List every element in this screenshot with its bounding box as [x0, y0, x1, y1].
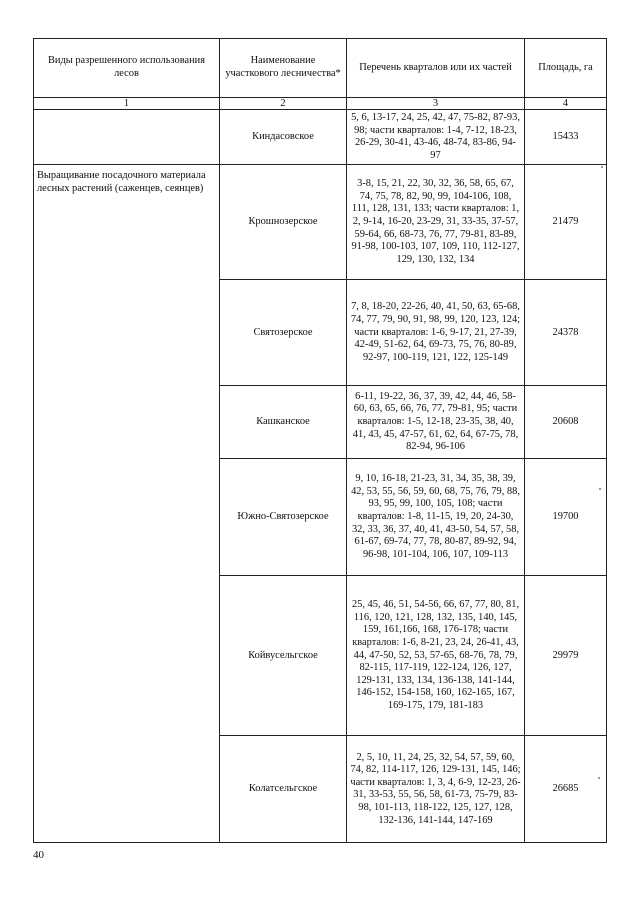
use-type-cell: Выращивание посадочного материала лесных растений (саженцев, сеянцев): [34, 165, 220, 843]
column-number: 4: [525, 98, 607, 110]
quarters-list: 5, 6, 13-17, 24, 25, 42, 47, 75-82, 87-93, 98; части кварталов: 1-4, 7-12, 18-23, 26-29, 30-41, 43-46, 48-74, 83-86, 94-97: [347, 110, 525, 165]
page-number: 40: [33, 849, 44, 861]
quarters-list: 6-11, 19-22, 36, 37, 39, 42, 44, 46, 58-60, 63, 65, 66, 76, 77, 79-81, 95; части кварталов: 1-5, 12-18, 23-35, 38, 40, 41, 43, 45, 47-57, 61, 62, 64, 67-75, 78, 82-94, 96-106: [347, 386, 525, 459]
area-value: 21479: [525, 165, 607, 280]
table-row: [34, 165, 607, 280]
header-forestry-name: Наименование участкового лесничества*: [220, 39, 347, 98]
column-number: 3: [347, 98, 525, 110]
forestry-name: Киндасовское: [220, 110, 347, 165]
forest-use-table: [33, 38, 607, 843]
scan-speck: [598, 777, 600, 779]
area-value: 20608: [525, 386, 607, 459]
forestry-name: Койвусельгское: [220, 576, 347, 736]
quarters-list: 9, 10, 16-18, 21-23, 31, 34, 35, 38, 39, 42, 53, 55, 56, 59, 60, 68, 75, 76, 79, 88, 93, 95, 99, 100, 105, 108; части кварталов: 1-8, 11-15, 19, 20, 24-30, 32, 33, 36, 37, 40, 41, 43-50, 54, 57, 58, 61-67, 69-74, 77, 78, 80-87, 89-92, 94, 96-98, 101-104, 106, 107, 109-113: [347, 459, 525, 576]
forestry-name: Святозерское: [220, 280, 347, 386]
column-number: 2: [220, 98, 347, 110]
quarters-list: 2, 5, 10, 11, 24, 25, 32, 54, 57, 59, 60, 74, 82, 114-117, 126, 129-131, 145, 146; части кварталов: 1, 3, 4, 6-9, 12-23, 26-31, 33-53, 55, 56, 58, 61-73, 75-79, 83-98, 101-113, 118-122, 125, 127, 128, 132-136, 141-144, 147-169: [347, 736, 525, 843]
forestry-name: Южно-Святозерское: [220, 459, 347, 576]
area-value: 15433: [525, 110, 607, 165]
area-value: 29979: [525, 576, 607, 736]
scan-speck: [601, 166, 603, 168]
scan-speck: [599, 488, 601, 490]
table-row: [34, 110, 607, 165]
header-area: Площадь, га: [525, 39, 607, 98]
area-value: 24378: [525, 280, 607, 386]
area-value: 26685: [525, 736, 607, 843]
quarters-list: 7, 8, 18-20, 22-26, 40, 41, 50, 63, 65-68, 74, 77, 79, 90, 91, 98, 99, 120, 123, 124; части кварталов: 1-6, 9-17, 21, 27-39, 42-49, 51-62, 64, 69-73, 75, 76, 80-89, 92-97, 100-119, 121, 122, 125-149: [347, 280, 525, 386]
forestry-name: Крошнозерское: [220, 165, 347, 280]
header-quarters-list: Перечень кварталов или их частей: [347, 39, 525, 98]
quarters-list: 3-8, 15, 21, 22, 30, 32, 36, 58, 65, 67, 74, 75, 78, 82, 90, 99, 104-106, 108, 111, 128, 131, 133; части кварталов: 1, 2, 9-14, 16-20, 23-29, 31, 33-35, 37-57, 59-64, 66, 68-73, 76, 77, 79-81, 83-89, 91-98, 100-103, 107, 109, 110, 112-127, 129, 130, 132, 134: [347, 165, 525, 280]
column-number: 1: [34, 98, 220, 110]
header-use-type: Виды разрешенного использования лесов: [34, 39, 220, 98]
forestry-name: Колатсельгское: [220, 736, 347, 843]
area-value: 19700: [525, 459, 607, 576]
header-row: [34, 39, 607, 98]
column-number-row: [34, 98, 607, 110]
quarters-list: 25, 45, 46, 51, 54-56, 66, 67, 77, 80, 81, 116, 120, 121, 128, 132, 135, 140, 145, 159, 161,166, 168, 176-178; части кварталов: 1-6, 8-21, 23, 24, 26-41, 43, 44, 47-50, 52, 53, 57-65, 68-76, 78, 79, 82-115, 117-119, 122-124, 126, 127, 129-131, 133, 134, 136-138, 141-144, 146-152, 154-158, 160, 162-165, 167, 169-175, 179, 181-183: [347, 576, 525, 736]
purpose-cell-empty: [34, 110, 220, 165]
forestry-name: Кашканское: [220, 386, 347, 459]
